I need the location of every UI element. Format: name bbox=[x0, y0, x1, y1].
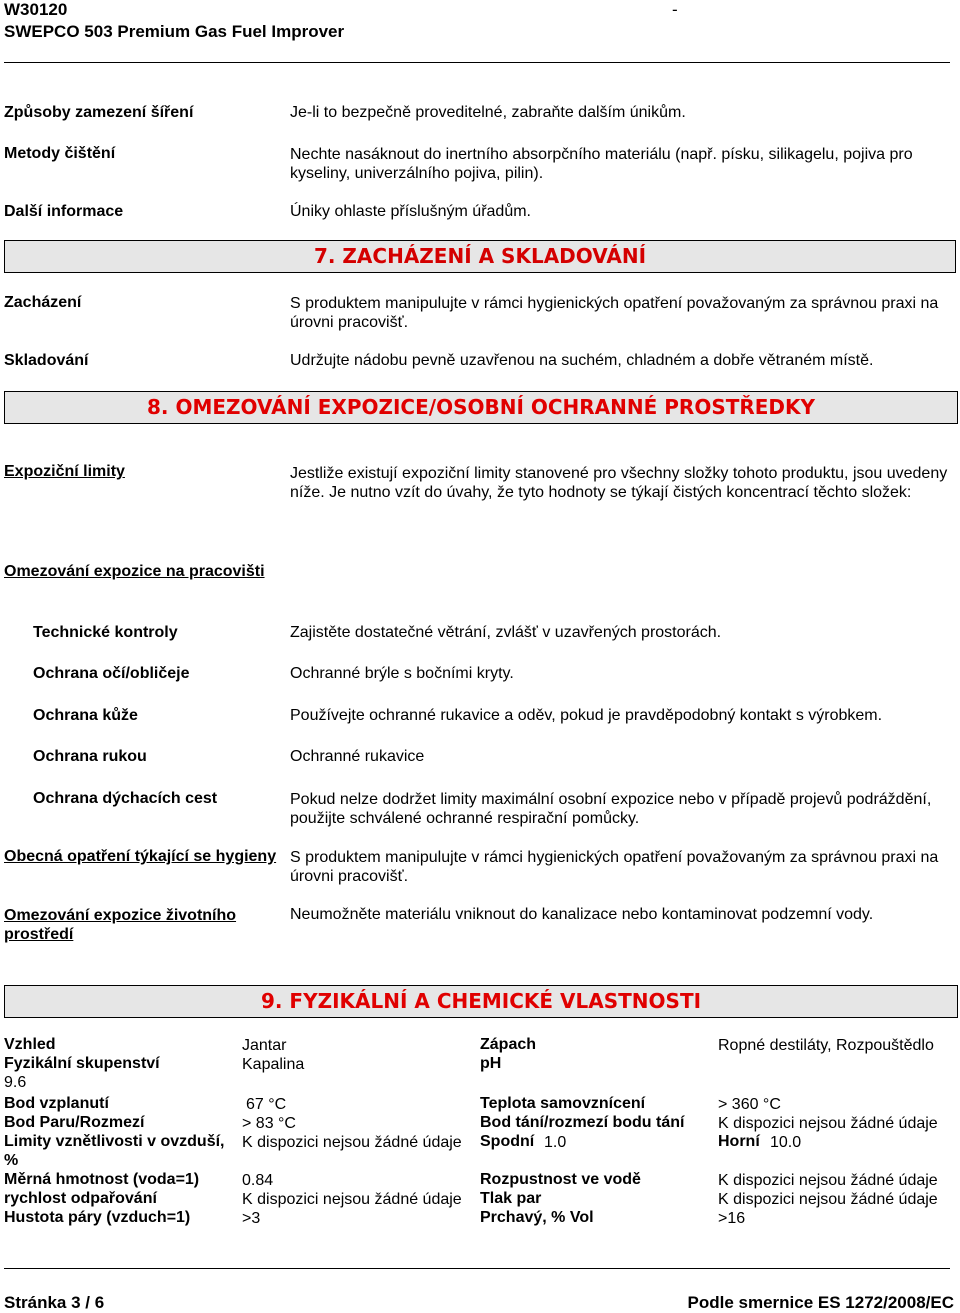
prop-appearance-value: Jantar bbox=[242, 1037, 287, 1054]
section6-text-3: Úniky ohlaste příslušným úřadům. bbox=[290, 203, 531, 220]
prop-flammability-limits-unit: % bbox=[4, 1152, 19, 1169]
header-dash: - bbox=[672, 0, 678, 19]
prop-lower-limit-label: Spodní bbox=[480, 1133, 535, 1150]
section7-label-storage: Skladování bbox=[4, 352, 89, 369]
prop-boiling-point-value: > 83 °C bbox=[242, 1115, 296, 1132]
workplace-heading: Omezování expozice na pracovišti bbox=[4, 563, 265, 580]
prop-lower-limit-value: 1.0 bbox=[544, 1134, 567, 1151]
prop-upper-limit-label: Horní bbox=[718, 1133, 760, 1150]
prop-boiling-point-label: Bod Paru/Rozmezí bbox=[4, 1114, 145, 1131]
prop-odor-label: Zápach bbox=[480, 1036, 537, 1053]
section-number-9-6: 9.6 bbox=[4, 1074, 27, 1091]
section6-text-2: Nechte nasáknout do inertního absorpčního materiálu (např. písku, silikagelu, pojiva pro kyseliny, univerzálního pojiva, pilin). bbox=[290, 146, 913, 182]
prop-autoignition-value: > 360 °C bbox=[718, 1096, 781, 1113]
prop-flammability-limits-value: K dispozici nejsou žádné údaje bbox=[242, 1134, 462, 1151]
footer-rule bbox=[4, 1268, 950, 1269]
technical-controls-text: Zajistěte dostatečné větrání, zvlášť v uzavřených prostorách. bbox=[290, 624, 722, 641]
document-code: W30120 bbox=[4, 0, 68, 19]
prop-odor-value: Ropné destiláty, Rozpouštědlo bbox=[718, 1037, 934, 1054]
eye-protection-text: Ochranné brýle s bočními kryty. bbox=[290, 665, 514, 682]
section6-label-2: Metody čištění bbox=[4, 145, 116, 162]
exposure-limits-text: Jestliže existují expoziční limity stanovené pro všechny složky tohoto produktu, jsou uvedeny níže. Je nutno vzít do úvahy, že tyto hodnoty se týkají čistých koncentrací těchto složek: bbox=[290, 465, 948, 501]
prop-vapor-density-label: Hustota páry (vzduch=1) bbox=[4, 1209, 191, 1226]
skin-protection-label: Ochrana kůže bbox=[33, 707, 138, 724]
section7-text-storage: Udržujte nádobu pevně uzavřenou na suchém, chladném a dobře větraném místě. bbox=[290, 352, 874, 369]
prop-physical-state-value: Kapalina bbox=[242, 1056, 305, 1073]
hand-protection-label: Ochrana rukou bbox=[33, 748, 147, 765]
respiratory-protection-label: Ochrana dýchacích cest bbox=[33, 790, 218, 807]
prop-evaporation-rate-value: K dispozici nejsou žádné údaje bbox=[242, 1191, 462, 1208]
prop-water-solubility-label: Rozpustnost ve vodě bbox=[480, 1171, 641, 1188]
hygiene-text: S produktem manipulujte v rámci hygienických opatření považovaným za správnou praxi na úrovni pracovišť. bbox=[290, 849, 939, 885]
header-rule bbox=[4, 62, 950, 63]
prop-upper-limit-value: 10.0 bbox=[770, 1134, 802, 1151]
prop-vapor-pressure-value: K dispozici nejsou žádné údaje bbox=[718, 1191, 938, 1208]
environmental-label: Omezování expozice životního prostředí bbox=[4, 907, 237, 943]
prop-specific-gravity-label: Měrná hmotnost (voda=1) bbox=[4, 1171, 200, 1188]
exposure-limits-label: Expoziční limity bbox=[4, 463, 125, 480]
prop-water-solubility-value: K dispozici nejsou žádné údaje bbox=[718, 1172, 938, 1189]
section6-label-1: Způsoby zamezení šíření bbox=[4, 104, 194, 121]
prop-melting-point-label: Bod tání/rozmezí bodu tání bbox=[480, 1114, 685, 1131]
hygiene-label: Obecná opatření týkající se hygieny bbox=[4, 848, 277, 865]
prop-vapor-pressure-label: Tlak par bbox=[480, 1190, 542, 1207]
prop-appearance-label: Vzhled bbox=[4, 1036, 56, 1053]
respiratory-protection-text: Pokud nelze dodržet limity maximální osobní expozice nebo v případě projevů podráždění, použijte schválené ochranné respirační pomůcky. bbox=[290, 791, 932, 827]
hand-protection-text: Ochranné rukavice bbox=[290, 748, 425, 765]
prop-volatile-label: Prchavý, % Vol bbox=[480, 1209, 594, 1226]
section7-text-handling: S produktem manipulujte v rámci hygienických opatření považovaným za správnou praxi na úrovni pracovišť. bbox=[290, 295, 939, 331]
technical-controls-label: Technické kontroly bbox=[33, 624, 178, 641]
prop-vapor-density-value: >3 bbox=[242, 1210, 261, 1227]
prop-volatile-value: >16 bbox=[718, 1210, 746, 1227]
prop-physical-state-label: Fyzikální skupenství bbox=[4, 1055, 160, 1072]
section6-label-3: Další informace bbox=[4, 203, 124, 220]
product-name: SWEPCO 503 Premium Gas Fuel Improver bbox=[4, 22, 345, 41]
section8-title: 8. OMEZOVÁNÍ EXPOZICE/OSOBNÍ OCHRANNÉ PROSTŘEDKY bbox=[4, 391, 958, 424]
prop-specific-gravity-value: 0.84 bbox=[242, 1172, 274, 1189]
section9-title: 9. FYZIKÁLNÍ A CHEMICKÉ VLASTNOSTI bbox=[4, 985, 958, 1018]
prop-melting-point-value: K dispozici nejsou žádné údaje bbox=[718, 1115, 938, 1132]
eye-protection-label: Ochrana očí/obličeje bbox=[33, 665, 190, 682]
page-number: Stránka 3 / 6 bbox=[4, 1293, 105, 1312]
environmental-text: Neumožněte materiálu vniknout do kanalizace nebo kontaminovat podzemní vody. bbox=[290, 906, 874, 923]
prop-ph-label: pH bbox=[480, 1055, 502, 1072]
prop-flash-point-value: 67 °C bbox=[246, 1096, 287, 1113]
prop-flammability-limits-label: Limity vznětlivosti v ovzduší, bbox=[4, 1133, 225, 1150]
prop-evaporation-rate-label: rychlost odpařování bbox=[4, 1190, 157, 1207]
section6-text-1: Je-li to bezpečně proveditelné, zabraňte dalším únikům. bbox=[290, 104, 686, 121]
skin-protection-text: Používejte ochranné rukavice a oděv, pokud je pravděpodobný kontakt s výrobkem. bbox=[290, 707, 883, 724]
prop-autoignition-label: Teplota samovznícení bbox=[480, 1095, 646, 1112]
section7-title: 7. ZACHÁZENÍ A SKLADOVÁNÍ bbox=[4, 240, 956, 273]
regulation-reference: Podle smernice ES 1272/2008/EC bbox=[687, 1293, 954, 1312]
prop-flash-point-label: Bod vzplanutí bbox=[4, 1095, 109, 1112]
section7-label-handling: Zacházení bbox=[4, 294, 82, 311]
